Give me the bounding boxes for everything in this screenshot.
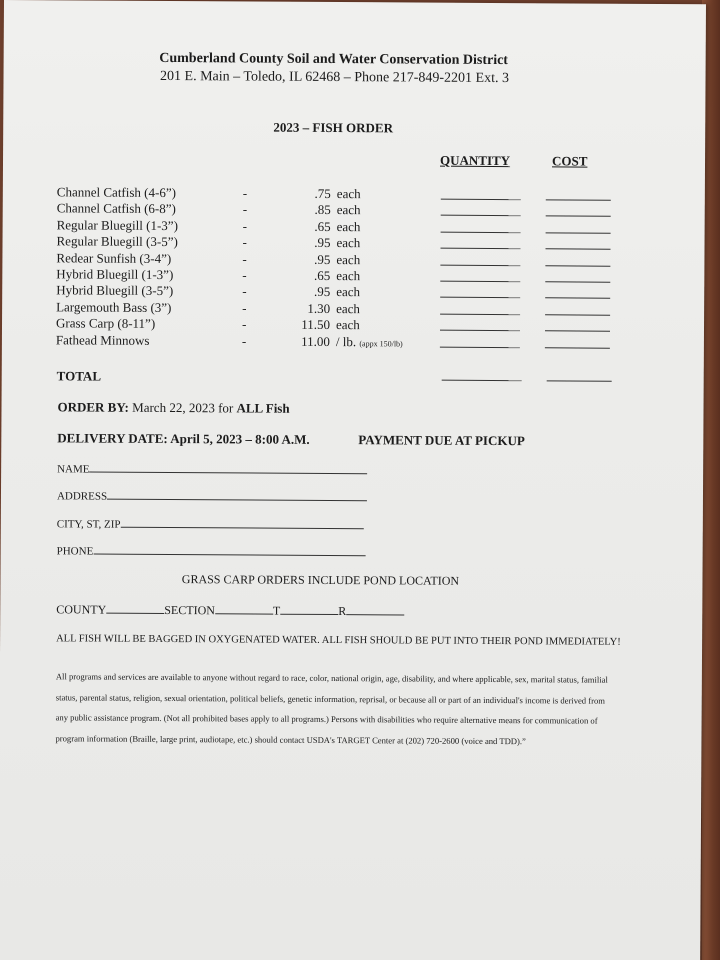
item-price: .85 (314, 202, 331, 218)
item-name: Channel Catfish (4-6”) (56, 184, 177, 201)
item-unit: each (336, 267, 361, 284)
cost-blank[interactable] (546, 220, 611, 233)
item-unit: each (335, 317, 360, 333)
item-name: Redear Sunfish (3-4”) (56, 249, 172, 266)
order-by-line (57, 399, 289, 416)
item-name: Hybrid Bluegill (3-5”) (56, 282, 174, 299)
range-label: R (338, 604, 347, 619)
grass-carp-note: GRASS CARP ORDERS INCLUDE POND LOCATION (181, 572, 460, 588)
city-field-line[interactable] (121, 518, 364, 529)
item-price: .65 (314, 267, 331, 283)
total-label: TOTAL (56, 368, 102, 384)
address-field-line[interactable] (107, 490, 367, 502)
city-field[interactable] (57, 517, 364, 532)
order-form-title: 2023 – FISH ORDER (273, 119, 394, 136)
item-name: Fathead Minnows (55, 331, 150, 348)
delivery-date-line (57, 430, 309, 448)
item-unit: each (336, 186, 361, 202)
cost-blank[interactable] (545, 318, 610, 331)
cost-blank[interactable] (546, 187, 611, 200)
item-dash: - (242, 234, 247, 250)
city-field-label: CITY, ST, ZIP (56, 518, 121, 531)
item-dash: - (242, 251, 247, 267)
range-blank[interactable] (346, 605, 404, 615)
item-unit: each (336, 202, 361, 218)
item-price: 1.30 (307, 300, 331, 316)
nondiscrimination-statement: All programs and services are available to anyone without regard to race, color, national origin, age, disability, and where applicable, sex, marital status, familial status, parental status, religion, sexual orientation, political beliefs, genetic information, reprisal, or because all or part of an individual's income is derived from any public assistance program. (Not all prohibited bases apply to all programs.) Persons with disabilities who require alternative means for communication of program information (Braille, large print, audiotape, etc.) should contact USDA's TARGET Center at (202) 720-2600 (voice and TDD).” (55, 671, 608, 746)
quantity-blank[interactable] (440, 318, 520, 331)
quantity-blank[interactable] (441, 219, 521, 232)
payment-note: PAYMENT DUE AT PICKUP (358, 432, 525, 449)
name-field-label: NAME (57, 463, 90, 476)
county-blank[interactable] (106, 604, 164, 614)
cost-blank[interactable] (546, 204, 611, 217)
item-unit: each (336, 218, 361, 234)
item-name: Channel Catfish (6-8”) (56, 200, 176, 217)
item-dash: - (242, 185, 248, 201)
item-dash: - (242, 201, 248, 217)
delivery-text: April 5, 2023 – 8:00 A.M. (170, 431, 310, 447)
quantity-blank[interactable] (441, 187, 521, 200)
order-by-label: ORDER BY: (57, 399, 129, 415)
quantity-blank[interactable] (440, 269, 520, 282)
item-name: Largemouth Bass (3”) (56, 299, 172, 315)
item-name: Regular Bluegill (1-3”) (56, 217, 178, 233)
item-unit: each (336, 284, 361, 300)
quantity-blank[interactable] (440, 334, 520, 347)
item-unit: each (336, 251, 361, 267)
item-dash: - (241, 316, 247, 332)
county-label: COUNTY (56, 602, 107, 617)
quantity-blank[interactable] (440, 285, 520, 298)
item-row (56, 332, 616, 352)
section-blank[interactable] (215, 604, 273, 614)
cost-blank[interactable] (545, 335, 610, 348)
order-by-emph: ALL Fish (236, 400, 290, 416)
item-name: Grass Carp (8-11”) (55, 315, 156, 332)
quantity-blank[interactable] (440, 236, 520, 249)
quantity-blank[interactable] (440, 252, 520, 265)
item-price: .95 (314, 235, 331, 251)
district-title: Cumberland County Soil and Water Conservation District (159, 50, 509, 69)
item-price: .75 (314, 185, 331, 201)
item-dash: - (242, 283, 247, 299)
item-dash: - (242, 267, 247, 283)
order-by-text: March 22, 2023 for (132, 399, 234, 416)
delivery-label: DELIVERY DATE: (57, 430, 168, 447)
item-unit: each (336, 300, 360, 316)
item-price: .65 (314, 218, 331, 234)
item-unit-note: (appx 150/lb) (359, 338, 403, 348)
item-dash: - (242, 300, 247, 316)
cost-blank[interactable] (545, 302, 610, 315)
item-dash: - (241, 332, 247, 349)
phone-field-label: PHONE (56, 545, 94, 558)
item-price: 11.00 (301, 333, 330, 349)
bagged-notice: ALL FISH WILL BE BAGGED IN OXYGENATED WATER. ALL FISH SHOULD BE PUT INTO THEIR POND IMMEDIATELY! (56, 633, 621, 648)
item-price: .95 (314, 251, 331, 267)
township-label: T (272, 603, 281, 618)
name-field[interactable] (57, 462, 367, 477)
item-dash: - (242, 218, 248, 234)
item-unit: each (336, 235, 361, 251)
cost-blank[interactable] (545, 236, 610, 249)
fish-item-list (56, 184, 617, 351)
address-field[interactable] (57, 489, 367, 504)
quantity-blank[interactable] (440, 301, 520, 314)
name-field-line[interactable] (90, 463, 368, 475)
district-address: 201 E. Main – Toledo, IL 62468 – Phone 217-849-2201 Ext. 3 (159, 68, 510, 87)
township-blank[interactable] (280, 605, 338, 615)
item-price: 11.50 (301, 316, 331, 333)
quantity-blank[interactable] (441, 203, 521, 216)
item-name: Hybrid Bluegill (1-3”) (56, 266, 174, 282)
section-label: SECTION (164, 602, 215, 618)
item-name: Regular Bluegill (3-5”) (56, 233, 178, 250)
pond-location-row (56, 602, 404, 619)
item-price: .95 (313, 284, 331, 300)
address-field-label: ADDRESS (56, 490, 108, 503)
cost-blank[interactable] (545, 286, 610, 299)
cost-column-header: COST (551, 153, 588, 169)
phone-field[interactable] (57, 544, 366, 559)
cost-blank[interactable] (545, 269, 610, 282)
cost-blank[interactable] (545, 253, 610, 266)
item-unit: / lb. (appx 150/lb) (335, 333, 403, 349)
total-quantity-blank[interactable] (442, 369, 522, 381)
quantity-column-header: QUANTITY (439, 152, 511, 169)
phone-field-line[interactable] (93, 545, 365, 557)
total-cost-blank[interactable] (547, 369, 612, 381)
